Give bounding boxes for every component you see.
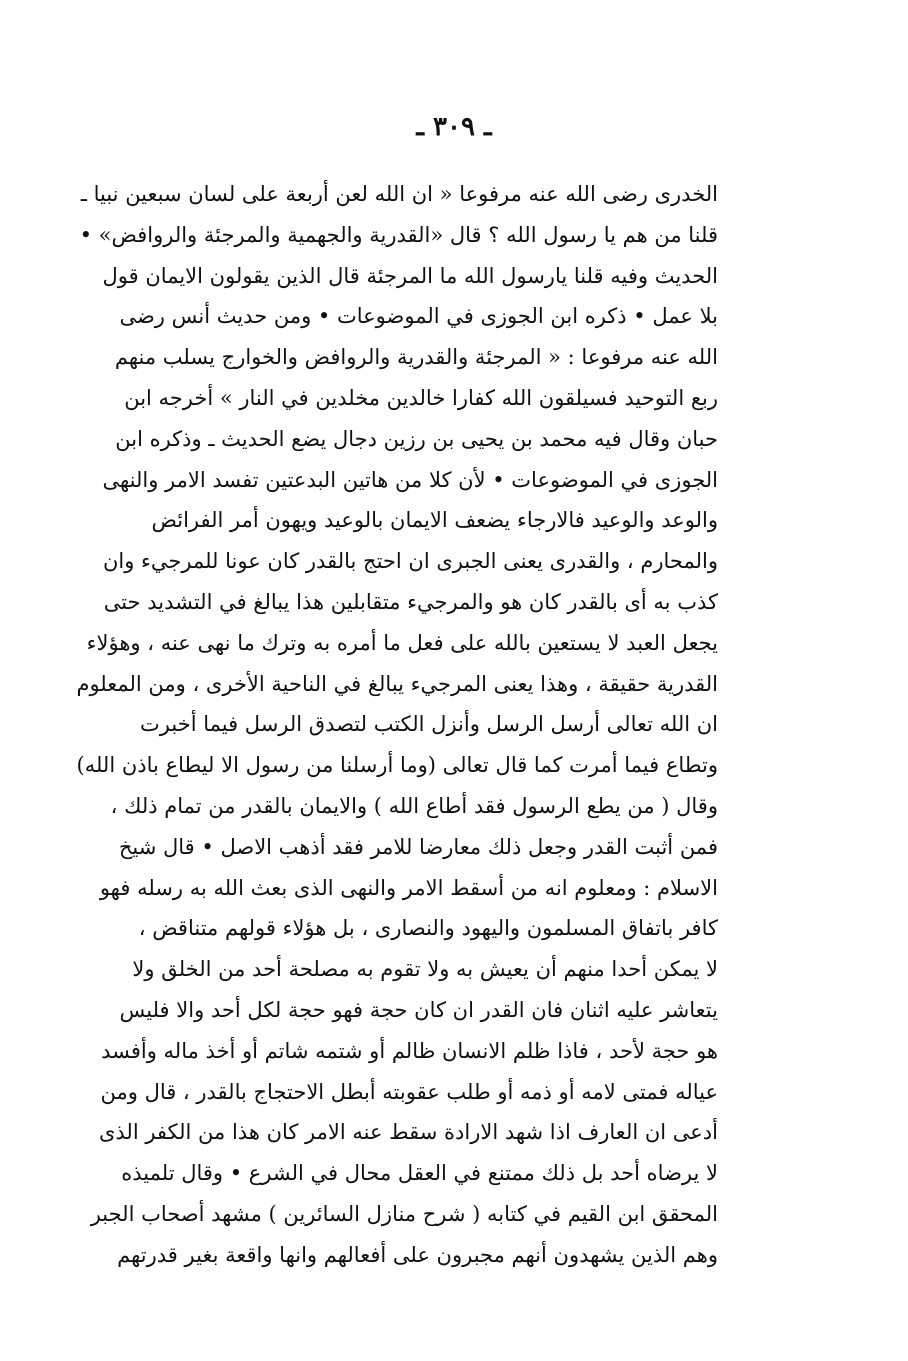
text-line: الحديث وفيه قلنا يارسول الله ما المرجئة قال الذين يقولون الايمان قول: [102, 263, 718, 288]
text-line: لا يرضاه أحد بل ذلك ممتنع في العقل محال في الشرع • وقال تلميذه: [121, 1161, 718, 1186]
page-number: ـ ٣٠٩ ـ: [416, 112, 492, 142]
text-line: والوعد والوعيد فالارجاء يضعف الايمان بالوعيد ويهون أمر الفرائض: [151, 508, 718, 533]
text-line: كذب به أى بالقدر كان هو والمرجيء متقابلين هذا يبالغ في التشديد حتى: [103, 589, 718, 614]
text-line: الجوزى في الموضوعات • لأن كلا من هاتين البدعتين تفسد الامر والنهى: [102, 467, 718, 492]
text-line: الله عنه مرفوعا : « المرجئة والقدرية والروافض والخوارج يسلب منهم: [114, 345, 718, 370]
text-line: الاسلام : ومعلوم انه من أسقط الامر والنهى الذى بعث الله به رسله فهو: [99, 875, 718, 900]
text-line: وتطاع فيما أمرت كما قال تعالى (وما أرسلنا من رسول الا ليطاع باذن الله): [76, 753, 718, 778]
text-line: المحقق ابن القيم في كتابه ( شرح منازل السائرين ) مشهد أصحاب الجبر: [90, 1201, 718, 1226]
text-line: حبان وقال فيه محمد بن يحيى بن رزين دجال يضع الحديث ـ وذكره ابن: [115, 426, 718, 451]
text-line: ان الله تعالى أرسل الرسل وأنزل الكتب لتصدق الرسل فيما أخبرت: [140, 712, 718, 737]
text-line: بلا عمل • ذكره ابن الجوزى في الموضوعات • ومن حديث أنس رضى: [119, 304, 718, 329]
text-line: ربع التوحيد فسيلقون الله كفارا خالدين مخلدين في النار » أخرجه ابن: [124, 385, 718, 410]
text-line: القدرية حقيقة ، وهذا يعنى المرجيء يبالغ في الناحية الأخرى ، ومن المعلوم: [76, 671, 718, 696]
text-line: وقال ( من يطع الرسول فقد أطاع الله ) والايمان بالقدر من تمام ذلك ،: [110, 793, 718, 818]
text-line: أدعى ان العارف اذا شهد الارادة سقط عنه الامر كان هذا من الكفر الذى: [98, 1120, 718, 1145]
text-line: كافر باتفاق المسلمون واليهود والنصارى ، بل هؤلاء قولهم متناقض ،: [138, 916, 718, 941]
text-line: والمحارم ، والقدرى يعنى الجبرى ان احتج بالقدر كان عونا للمرجيء وان: [102, 549, 718, 574]
text-line: فمن أثبت القدر وجعل ذلك معارضا للامر فقد أذهب الاصل • قال شيخ: [118, 834, 718, 859]
text-line: قلنا من هم يا رسول الله ؟ قال «القدرية والجهمية والمرجئة والروافض» •: [79, 222, 718, 247]
text-line: عياله فمتى لامه أو ذمه أو طلب عقوبته أبطل الاحتجاج بالقدر ، قال ومن: [100, 1079, 718, 1104]
body-text: [76, 174, 718, 1276]
text-line: وهم الذين يشهدون أنهم مجبرون على أفعالهم وانها واقعة بغير قدرتهم: [117, 1242, 718, 1267]
text-line: لا يمكن أحدا منهم أن يعيش به ولا تقوم به مصلحة أحد من الخلق ولا: [132, 957, 718, 982]
text-line: يتعاشر عليه اثنان فان القدر ان كان حجة فهو حجة لكل أحد والا فليس: [119, 997, 718, 1022]
text-line: الخدرى رضى الله عنه مرفوعا « ان الله لعن أربعة على لسان سبعين نبيا ـ: [80, 182, 718, 206]
text-line: يجعل العبد لا يستعين بالله على فعل ما أمره به وترك ما نهى عنه ، وهؤلاء: [86, 630, 718, 655]
text-line: هو حجة لأحد ، فاذا ظلم الانسان ظالم أو شتمه شاتم أو أخذ ماله وأفسد: [101, 1038, 718, 1063]
